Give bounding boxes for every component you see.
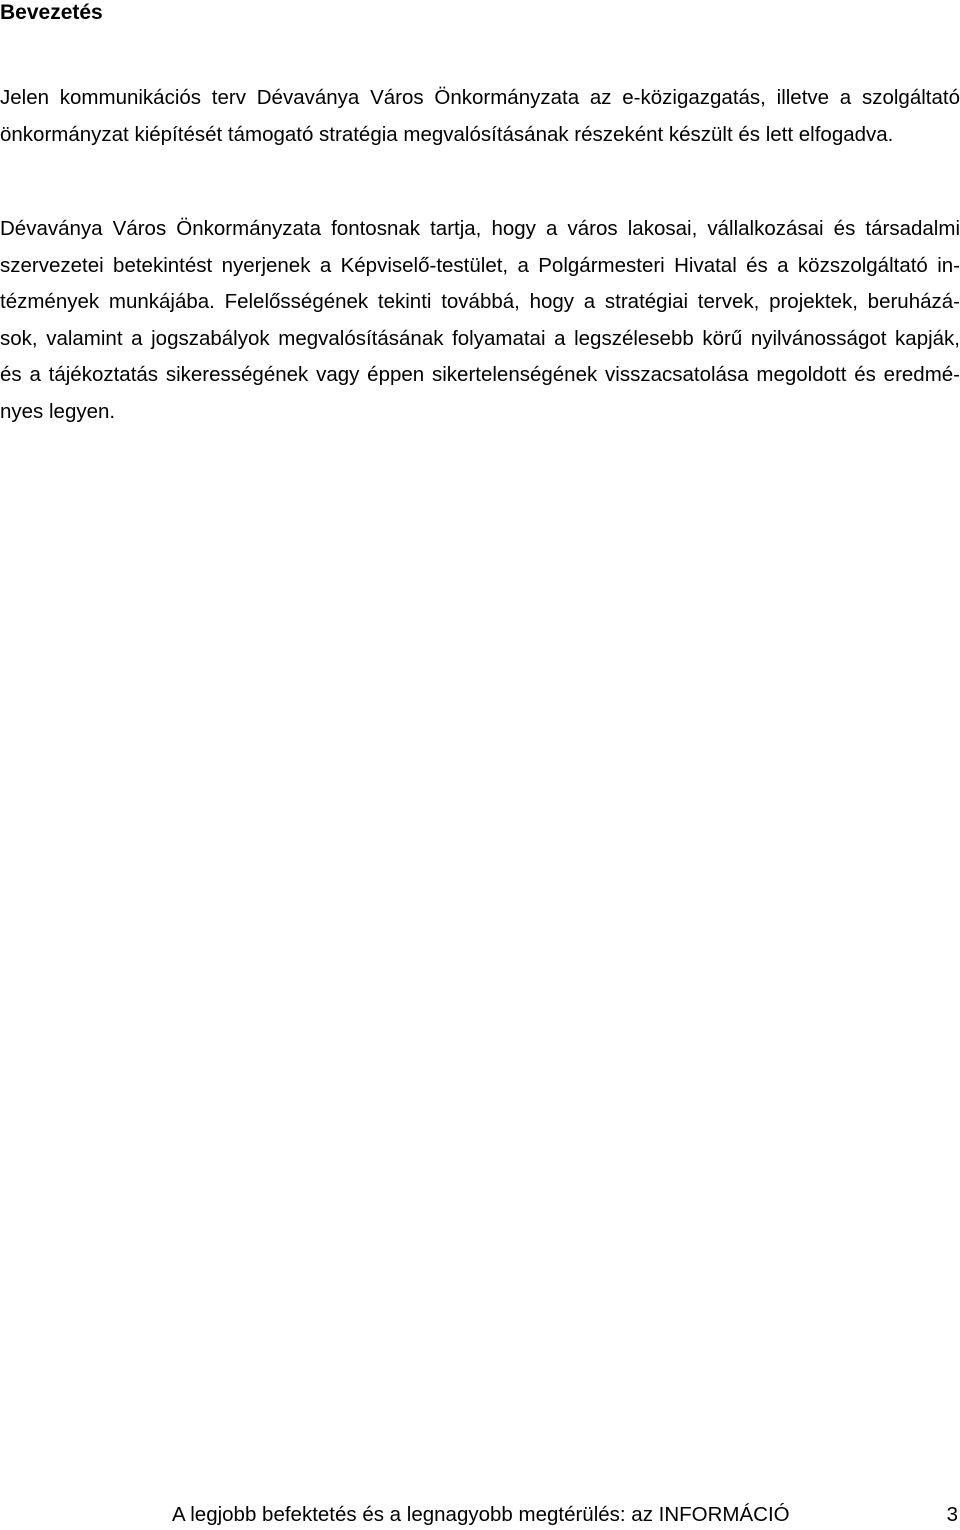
paragraph-line: sok, valamint a jogszabályok megvalósításának folyamatai a legszélesebb körű nyilvánosságot kapják, — [0, 326, 960, 350]
page-footer — [0, 1500, 960, 1530]
section-heading: Bevezetés — [0, 1, 103, 24]
body-paragraph — [0, 211, 960, 430]
page-number: 3 — [946, 1503, 958, 1526]
paragraph-line: tézmények munkájába. Felelősségének tekinti továbbá, hogy a stratégiai tervek, projektek, beruházá- — [0, 290, 960, 313]
paragraph-line: Jelen kommunikációs terv Dévaványa Város Önkormányzata az e-közigazgatás, illetve a szolgáltató — [0, 86, 960, 109]
footer-text: A legjobb befektetés és a legnagyobb megtérülés: az INFORMÁCIÓ — [172, 1503, 790, 1526]
paragraph-line: önkormányzat kiépítését támogató stratégia megvalósításának részeként készült és lett elfogadva. — [0, 122, 894, 146]
intro-paragraph — [0, 80, 960, 153]
paragraph-line: szervezetei betekintést nyerjenek a Képviselő-testület, a Polgármesteri Hivatal és a közszolgáltató in- — [0, 253, 960, 277]
paragraph-line: Dévaványa Város Önkormányzata fontosnak tartja, hogy a város lakosai, vállalkozásai és társadalmi — [0, 217, 960, 240]
paragraph-line: és a tájékoztatás sikerességének vagy éppen sikertelenségének visszacsatolása megoldott és eredmé- — [0, 363, 960, 386]
paragraph-line: nyes legyen. — [0, 399, 116, 423]
